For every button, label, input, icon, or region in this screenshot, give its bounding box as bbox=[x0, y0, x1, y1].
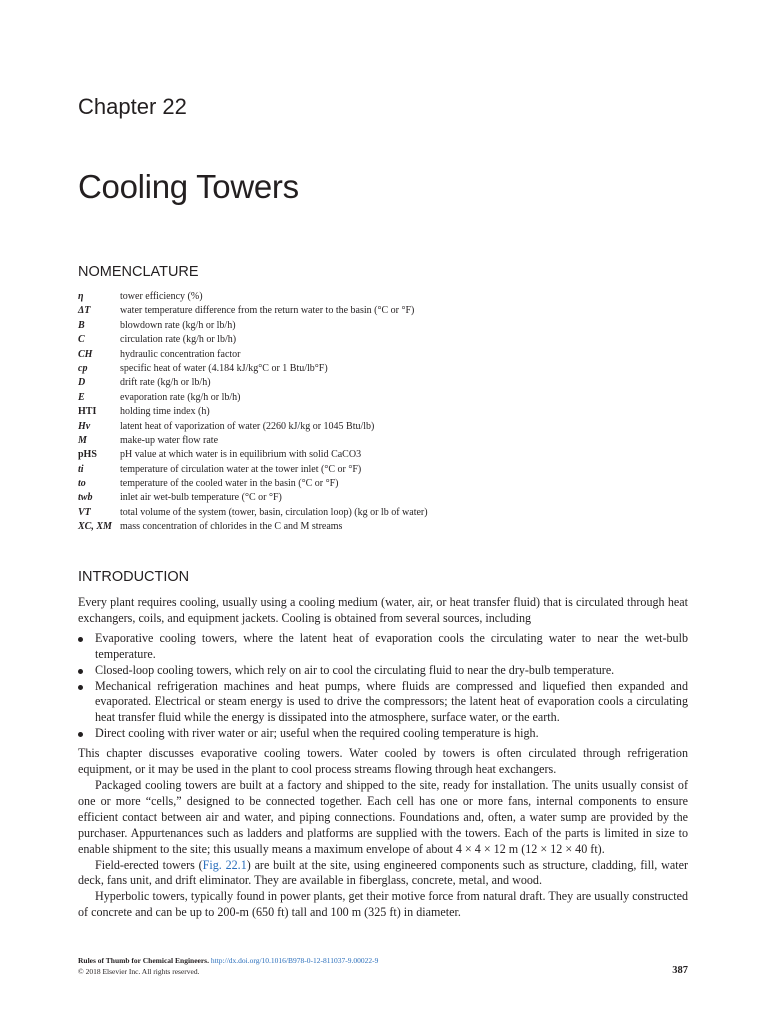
nomenclature-item bbox=[78, 376, 698, 390]
nomenclature-description: water temperature difference from the return water to the basin (°C or °F) bbox=[120, 305, 415, 317]
nomenclature-item bbox=[78, 434, 698, 448]
nomenclature-item bbox=[78, 405, 698, 419]
nomenclature-item bbox=[78, 333, 698, 347]
nomenclature-symbol: C bbox=[78, 334, 85, 346]
bullet-text: Evaporative cooling towers, where the latent heat of evaporation cools the circulating water to near the wet-bulb temperature. bbox=[95, 630, 688, 661]
page-number: 387 bbox=[672, 965, 688, 976]
nomenclature-description: pH value at which water is in equilibrium with solid CaCO3 bbox=[120, 449, 362, 461]
body-paragraph: This chapter discusses evaporative cooling towers. Water cooled by towers is often circulated through refrigeration equipment, or it may be used in the plant to cool process streams flowing through heat exchangers. bbox=[78, 746, 688, 777]
nomenclature-description: hydraulic concentration factor bbox=[120, 348, 241, 360]
bullet-text: Closed-loop cooling towers, which rely on air to cool the circulating fluid to near the dry-bulb temperature. bbox=[95, 662, 615, 677]
bullet-icon bbox=[78, 669, 83, 674]
nomenclature-description: holding time index (h) bbox=[120, 406, 210, 418]
introduction-heading: INTRODUCTION bbox=[78, 569, 190, 585]
nomenclature-item bbox=[78, 491, 698, 505]
nomenclature-description: make-up water flow rate bbox=[120, 434, 219, 446]
nomenclature-symbol: to bbox=[78, 478, 86, 490]
nomenclature-list bbox=[78, 290, 698, 535]
body-paragraph: Packaged cooling towers are built at a factory and shipped to the site, ready for installation. The units usually consist of one or more “cells,” designed to be connected together. Each cell has one or more fans, internal components to ensure efficient contact between air and water, and piping connections. Foundations and, often, a water sump are provided by the purchaser. Appurtenances such as ladders and platforms are supplied with the towers. Each of the parts is limited in size to enable shipment to the site; this usually means a maximum envelope of about 4 × 4 × 12 m (12 × 12 × 40 ft). bbox=[78, 777, 688, 856]
bullet-item bbox=[78, 679, 688, 727]
nomenclature-symbol: E bbox=[78, 391, 85, 403]
nomenclature-description: drift rate (kg/h or lb/h) bbox=[120, 377, 211, 389]
nomenclature-item bbox=[78, 304, 698, 318]
nomenclature-description: latent heat of vaporization of water (2260 kJ/kg or 1045 Btu/lb) bbox=[120, 420, 375, 432]
nomenclature-symbol: ti bbox=[78, 463, 84, 475]
nomenclature-item bbox=[78, 477, 698, 491]
nomenclature-description: temperature of circulation water at the tower inlet (°C or °F) bbox=[120, 463, 362, 475]
nomenclature-description: circulation rate (kg/h or lb/h) bbox=[120, 334, 237, 346]
nomenclature-description: total volume of the system (tower, basin, circulation loop) (kg or lb of water) bbox=[120, 506, 428, 518]
nomenclature-symbol: twb bbox=[78, 492, 93, 504]
nomenclature-symbol: M bbox=[78, 434, 87, 446]
nomenclature-symbol: B bbox=[78, 319, 85, 331]
nomenclature-item bbox=[78, 319, 698, 333]
nomenclature-item bbox=[78, 362, 698, 376]
nomenclature-item bbox=[78, 520, 698, 534]
bullet-item bbox=[78, 663, 688, 679]
cooling-sources-list bbox=[78, 631, 688, 742]
nomenclature-item bbox=[78, 448, 698, 462]
nomenclature-item bbox=[78, 420, 698, 434]
nomenclature-symbol: D bbox=[78, 377, 86, 389]
copyright: © 2018 Elsevier Inc. All rights reserved. bbox=[78, 967, 200, 976]
nomenclature-heading: NOMENCLATURE bbox=[78, 264, 199, 280]
paragraph-text: Field-erected towers ( bbox=[95, 857, 203, 872]
nomenclature-description: blowdown rate (kg/h or lb/h) bbox=[120, 319, 236, 331]
page-footer bbox=[78, 955, 688, 977]
bullet-icon bbox=[78, 685, 83, 690]
nomenclature-item bbox=[78, 348, 698, 362]
bullet-icon bbox=[78, 637, 83, 642]
introduction-body bbox=[78, 595, 688, 921]
figure-link[interactable]: Fig. 22.1 bbox=[202, 857, 247, 872]
nomenclature-item bbox=[78, 391, 698, 405]
nomenclature-symbol: ΔT bbox=[78, 305, 91, 317]
bullet-text: Mechanical refrigeration machines and heat pumps, where fluids are compressed and liquefied then expanded and evaporated. Electrical or steam energy is used to drive the compressors; the latent heat of evaporation cools a circulating heat transfer fluid while the energy is dissipated into the atmosphere, surface water, or the earth. bbox=[95, 678, 688, 725]
paragraph-text: ) are built at the site, using engineered components such as structure, cladding, fill, water deck, fans unit, and drift eliminator. They are available in fiberglass, concrete, metal, and wood. bbox=[78, 857, 688, 888]
nomenclature-description: temperature of the cooled water in the basin (°C or °F) bbox=[120, 478, 339, 490]
nomenclature-symbol: η bbox=[78, 291, 84, 302]
nomenclature-description: specific heat of water (4.184 kJ/kg°C or 1 Btu/lb°F) bbox=[120, 362, 328, 374]
chapter-title: Cooling Towers bbox=[78, 168, 299, 205]
nomenclature-symbol: CH bbox=[78, 348, 93, 360]
nomenclature-item bbox=[78, 463, 698, 477]
body-paragraph: Hyperbolic towers, typically found in power plants, get their motive force from natural draft. They are usually constructed of concrete and can be up to 200-m (650 ft) tall and 100 m (325 ft) in diameter. bbox=[78, 889, 688, 920]
bullet-item bbox=[78, 726, 688, 742]
chapter-label: Chapter 22 bbox=[78, 94, 187, 119]
nomenclature-description: evaporation rate (kg/h or lb/h) bbox=[120, 391, 241, 403]
doi-link[interactable]: http://dx.doi.org/10.1016/B978-0-12-811037-9.00022-9 bbox=[210, 956, 379, 965]
nomenclature-symbol: Hv bbox=[78, 420, 91, 432]
nomenclature-description: tower efficiency (%) bbox=[120, 291, 203, 302]
footer-citation bbox=[78, 955, 688, 966]
nomenclature-description: inlet air wet-bulb temperature (°C or °F) bbox=[120, 492, 282, 504]
body-paragraph bbox=[78, 858, 688, 890]
bullet-item bbox=[78, 631, 688, 663]
nomenclature-symbol: XC, XM bbox=[78, 521, 112, 533]
nomenclature-symbol: HTI bbox=[78, 406, 97, 418]
nomenclature-symbol: pHS bbox=[78, 449, 97, 461]
nomenclature-description: mass concentration of chlorides in the C and M streams bbox=[120, 521, 343, 533]
intro-paragraph: Every plant requires cooling, usually using a cooling medium (water, air, or heat transfer fluid) that is circulated through heat exchangers, coils, and equipment jackets. Cooling is obtained from several sources, including bbox=[78, 595, 688, 625]
nomenclature-symbol: VT bbox=[78, 506, 91, 518]
bullet-icon bbox=[78, 732, 83, 737]
nomenclature-item bbox=[78, 290, 698, 304]
book-title: Rules of Thumb for Chemical Engineers. bbox=[78, 956, 209, 965]
nomenclature-item bbox=[78, 506, 698, 520]
nomenclature-symbol: cp bbox=[78, 362, 88, 374]
bullet-text: Direct cooling with river water or air; useful when the required cooling temperature is high. bbox=[95, 726, 539, 741]
